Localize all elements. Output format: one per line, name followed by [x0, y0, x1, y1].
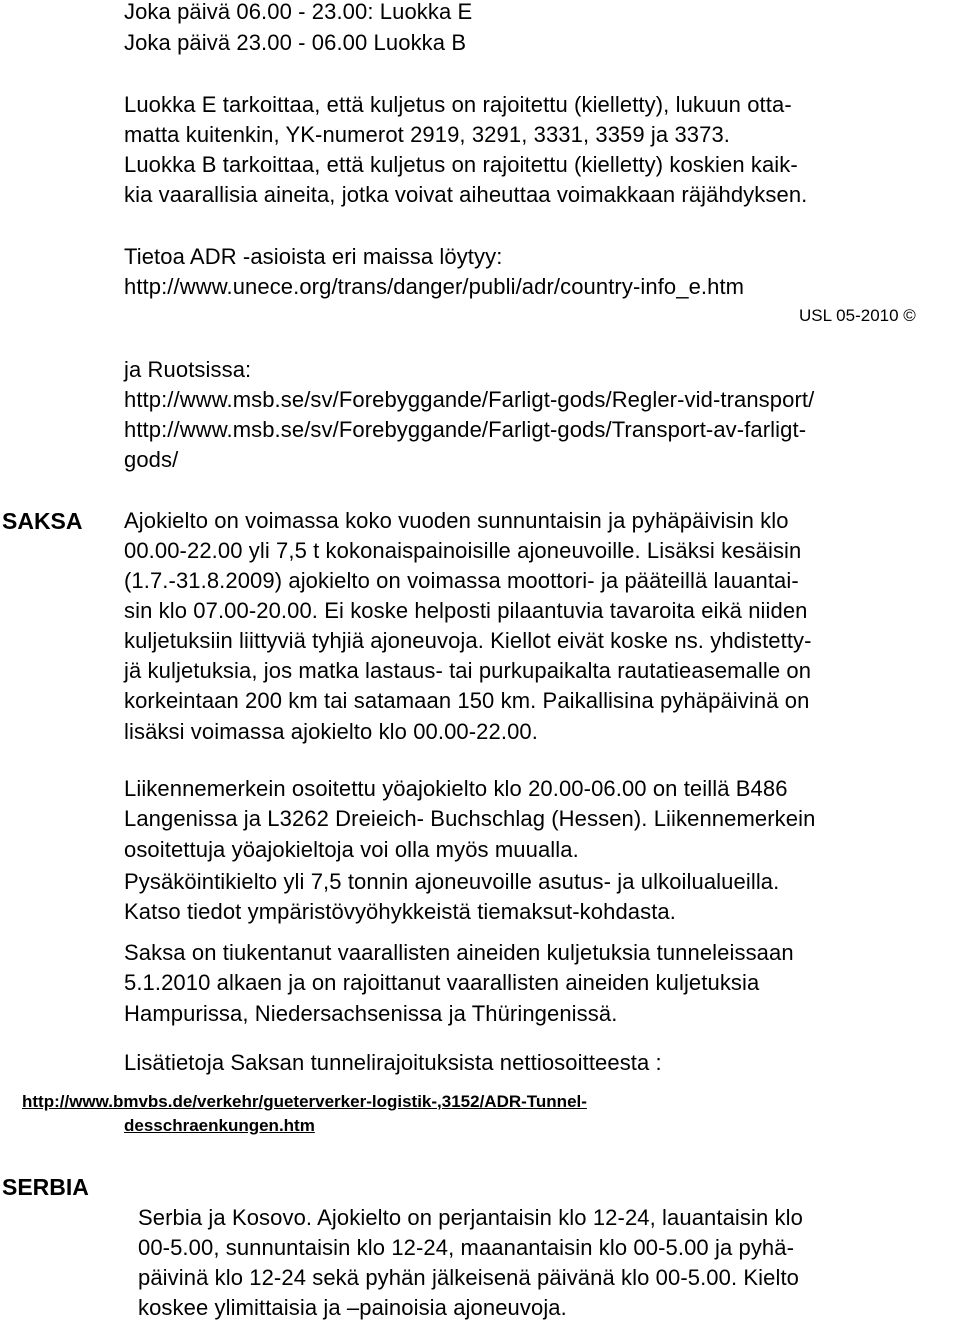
class-e-desc-1: Luokka E tarkoittaa, että kuljetus on rajoitettu (kielletty), lukuun otta-	[124, 92, 792, 117]
saksa-p1-line: sin klo 07.00-20.00. Ei koske helposti pilaantuvia tavaroita eikä niiden	[124, 598, 808, 623]
saksa-p2-line: Langenissa ja L3262 Dreieich- Buchschlag (Hessen). Liikennemerkein	[124, 806, 816, 831]
serbia-p1-line: Serbia ja Kosovo. Ajokielto on perjantaisin klo 12-24, lauantaisin klo	[138, 1205, 803, 1230]
serbia-p1-line: 00-5.00, sunnuntaisin klo 12-24, maanantaisin klo 00-5.00 ja pyhä-	[138, 1235, 795, 1260]
saksa-p1-line: jä kuljetuksia, jos matka lastaus- tai purkupaikalta rautatieasemalle on	[124, 658, 812, 683]
serbia-p1-line: koskee ylimittaisia ja –painoisia ajoneuvoja.	[138, 1295, 567, 1320]
saksa-more-info: Lisätietoja Saksan tunnelirajoituksista nettiosoitteesta :	[124, 1050, 662, 1075]
saksa-p3-line: Saksa on tiukentanut vaarallisten aineiden kuljetuksia tunneleissaan	[124, 940, 794, 965]
class-e-desc-2: matta kuitenkin, YK-numerot 2919, 3291, 3331, 3359 ja 3373.	[124, 122, 731, 147]
saksa-p2-line: Katso tiedot ympäristövyöhykkeistä tiemaksut-kohdasta.	[124, 899, 676, 924]
serbia-p1-line: päivinä klo 12-24 sekä pyhän jälkeisenä päivänä klo 00-5.00. Kielto	[138, 1265, 800, 1290]
page-footer: USL 05-2010 ©	[799, 306, 916, 325]
class-b-desc-1: Luokka B tarkoittaa, että kuljetus on rajoitettu (kielletty) koskien kaik-	[124, 152, 798, 177]
saksa-p1-line: kuljetuksiin liittyviä tyhjiä ajoneuvoja. Kiellot eivät koske ns. yhdistetty-	[124, 628, 812, 653]
saksa-tunnel-link-cont[interactable]: desschraenkungen.htm	[124, 1116, 315, 1135]
saksa-p1-line: Ajokielto on voimassa koko vuoden sunnuntaisin ja pyhäpäivisin klo	[124, 508, 789, 533]
class-e-line: Joka päivä 06.00 - 23.00: Luokka E	[124, 0, 473, 24]
sweden-label: ja Ruotsissa:	[124, 357, 252, 382]
saksa-p1-line: (1.7.-31.8.2009) ajokielto on voimassa moottori- ja pääteillä lauantai-	[124, 568, 799, 593]
sweden-url-2-cont[interactable]: gods/	[124, 447, 179, 472]
saksa-p2-line: osoitettuja yöajokieltoja voi olla myös muualla.	[124, 837, 579, 862]
saksa-p1-line: korkeintaan 200 km tai satamaan 150 km. Paikallisina pyhäpäivinä on	[124, 688, 810, 713]
saksa-p2-line: Liikennemerkein osoitettu yöajokielto klo 20.00-06.00 on teillä B486	[124, 776, 788, 801]
saksa-p1-line: 00.00-22.00 yli 7,5 t kokonaispainoisille ajoneuvoille. Lisäksi kesäisin	[124, 538, 802, 563]
sweden-url-2[interactable]: http://www.msb.se/sv/Forebyggande/Farligt-gods/Transport-av-farligt-	[124, 417, 807, 442]
saksa-p3-line: Hampurissa, Niedersachsenissa ja Thüringenissä.	[124, 1001, 618, 1026]
country-heading-saksa: SAKSA	[2, 508, 83, 534]
saksa-tunnel-link[interactable]: http://www.bmvbs.de/verkehr/gueterverker-logistik-,3152/ADR-Tunnel-	[22, 1092, 587, 1111]
saksa-p1-line: lisäksi voimassa ajokielto klo 00.00-22.00.	[124, 719, 538, 744]
saksa-p3-line: 5.1.2010 alkaen ja on rajoittanut vaarallisten aineiden kuljetuksia	[124, 970, 760, 995]
sweden-url-1[interactable]: http://www.msb.se/sv/Forebyggande/Farligt-gods/Regler-vid-transport/	[124, 387, 815, 412]
adr-info-url[interactable]: http://www.unece.org/trans/danger/publi/adr/country-info_e.htm	[124, 274, 745, 299]
class-b-desc-2: kia vaarallisia aineita, jotka voivat aiheuttaa voimakkaan räjähdyksen.	[124, 182, 808, 207]
country-heading-serbia: SERBIA	[2, 1174, 89, 1200]
saksa-p2-line: Pysäköintikielto yli 7,5 tonnin ajoneuvoille asutus- ja ulkoilualueilla.	[124, 869, 780, 894]
adr-info-label: Tietoa ADR -asioista eri maissa löytyy:	[124, 244, 503, 269]
class-b-line: Joka päivä 23.00 - 06.00 Luokka B	[124, 30, 467, 55]
